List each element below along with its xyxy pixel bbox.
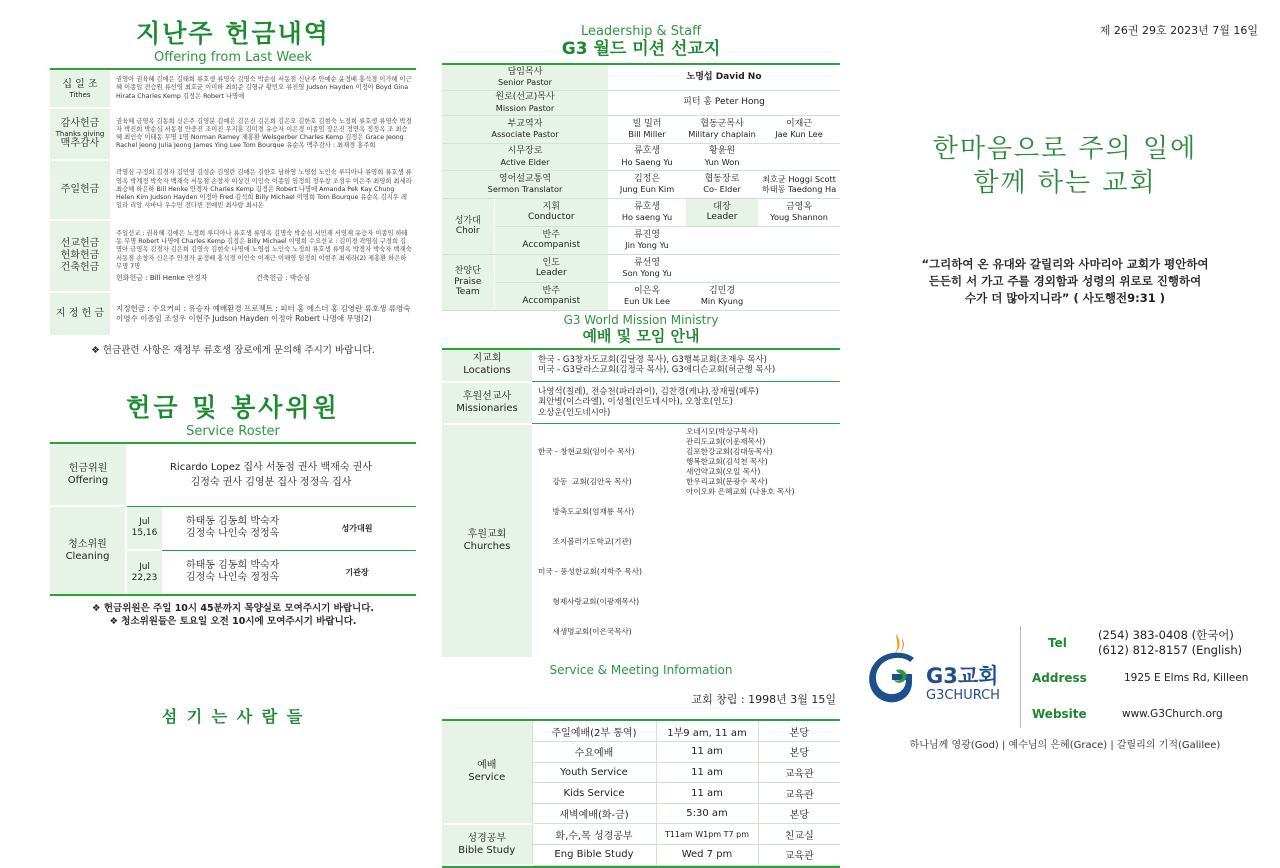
- person-name: 금영옥: [785, 201, 813, 212]
- person-name-en: Military chaplain: [688, 129, 756, 139]
- table-row: [442, 254, 840, 282]
- service-heading: Service & Meeting Information: [549, 663, 733, 677]
- tel-label: Tel: [1048, 636, 1067, 650]
- website-link[interactable]: www.G3Church.org: [1122, 708, 1223, 720]
- table-row: [50, 444, 416, 506]
- row-names: 곽영심 구정희 김경자 김민영 김성순 김영란 김애은 김한호 남하영 노영섭 노인숙 루디아나 류영희 류호생 류영옥 박계정 박숙자 백재숙 서동점 손창자 이상건 이인숙 이종임 임정희 정우창 조성우 이은주 최영희 최세라 최승혜 하은하 Bill Henke 안경자 Charles Kemp 김정은 Robert 나명애 Amanda Pek Kay Chung Helen Kim Judson Hayden 이정아 Fred 김석희 Billy Michael 이명희 Tom Bourque 유순옥 김지우 레일라 리앙 샤바나 우수민 전다빈 전예빈 최사랑 최시온: [110, 160, 416, 220]
- row-label: 지 정 헌 금: [50, 292, 110, 336]
- service-place: 본당: [758, 803, 840, 824]
- accompanist-role-en: Accompanist: [522, 240, 581, 250]
- locations-label-en: Locations: [463, 365, 511, 376]
- churches-right-list: [686, 427, 795, 657]
- offering-subtitle: Offering from Last Week: [154, 50, 312, 65]
- person-name-en: Min Kyung: [700, 296, 744, 306]
- table-row: [442, 424, 840, 659]
- assoc-pastor-role: 부교역자: [507, 118, 543, 129]
- row-label-2: 맥추감사: [60, 138, 100, 149]
- list-item: 형제사랑교회(이광재목사): [538, 597, 640, 606]
- table-row: [442, 824, 840, 845]
- cleaning-names-2: 김정숙 나인숙 정정옥: [186, 572, 280, 584]
- table-row: [50, 506, 416, 550]
- person-name-en: Bill Miller: [628, 129, 666, 139]
- verse-line-1: “그리하여 온 유대와 갈릴리와 사마리아 교회가 평안하여: [921, 257, 1209, 271]
- service-table: [442, 721, 840, 866]
- elder-role: 시무장로: [507, 146, 543, 156]
- locations-line-1: 한국 - G3창자도교회(김달경 목사), G3행복교회(조재우 목사): [538, 354, 767, 365]
- person-name: 류진영: [633, 229, 661, 240]
- row-names: 권육혜 금영옥 김동희 신은주 김영분 김예은 김은진 김은희 김은오 김한호 김현숙 노정희 류호생 류영숙 박경자 박진희 박순심 서동점 안중진 조미진 우지훈 김미경 유승자 이은경 이종임 장은진 정연옥 정정옥 조 최승혜 최인숙 이태동 무명 1명 Norman Ramey 제홍환 Welsgerber Charles Kemp 김정은 Grace Jeong Rachel Jeong Julia Jeong James Ying Lee Tom Bourque 유순옥 맥추감사 : 최재경 홍주희: [110, 108, 416, 160]
- list-item: 방축도교회(엄재룡 목사): [538, 507, 635, 516]
- person-name-en: Eun Uk Lee: [624, 296, 670, 306]
- person-name-en: Jae Kun Lee: [775, 129, 823, 139]
- logo-divider: [1020, 626, 1021, 728]
- issue-info: 제 26권 29호 2023년 7월 16일: [1099, 24, 1258, 37]
- table-row: [442, 115, 840, 143]
- roster-note-2: ❖ 청소위원들은 토요일 오전 10시에 모여주시기 바랍니다.: [109, 616, 357, 627]
- leadership-table: [442, 65, 840, 311]
- cleaning-month: Jul: [139, 561, 150, 572]
- list-item: 조지볼러기도학교(기관): [538, 537, 632, 546]
- service-name: Eng Bible Study: [532, 845, 656, 866]
- service-name: Youth Service: [532, 762, 656, 783]
- locations-label: 지교회: [472, 353, 502, 364]
- service-place: 교육관: [758, 762, 840, 783]
- list-item: 오네시모(박상구목사): [686, 427, 758, 436]
- person-name-en: Ho Saeng Yu: [621, 156, 673, 167]
- person-name: 류호생: [633, 146, 661, 156]
- assoc-pastor-role-en: Associate Pastor: [491, 129, 559, 139]
- choir-leader-role-en: Leader: [706, 212, 738, 222]
- list-item: 새언약교회(오일 목사): [686, 467, 761, 476]
- table-row: [442, 170, 840, 198]
- conductor-role-en: Conductor: [527, 212, 575, 222]
- list-item: 관리도교회(이운재목사): [686, 437, 766, 446]
- roster-table: [50, 444, 416, 594]
- motto-line-1: 한마음으로 주의 일에: [932, 134, 1198, 164]
- row-names: 지정헌금 : 수요커피 : 유승자 예배환경 프로젝트 : 피터 홍 에스더 홍 김영란 류호생 류영숙 이영수 이종임 조성우 이현주 Judson Hayden 이정아 Robert 나명애 무명(2): [110, 292, 416, 336]
- row-label-en: Tithes: [69, 90, 91, 99]
- translator-role: 영어설교통역: [498, 173, 552, 184]
- person-name-en: Jin Yong Yu: [625, 240, 669, 250]
- cleaning-label-en: Cleaning: [65, 550, 110, 562]
- logo-korean-name: G3교회: [926, 664, 999, 688]
- building-offering: 건축헌금 : 박순심: [256, 273, 311, 282]
- list-item: 김포한강교회(김대동목사): [686, 447, 773, 456]
- service-name: 주일예배(2부 통역): [532, 721, 656, 742]
- table-row: [50, 292, 416, 336]
- roster-bottom-rule: [50, 594, 416, 596]
- person-name: 빌 밀러: [632, 118, 662, 129]
- row-label: 선교헌금: [60, 238, 100, 249]
- roster-note-1: ❖ 헌금위원은 주일 10시 45분까지 목양실로 모여주시기 바랍니다.: [92, 603, 374, 614]
- offering-committee-label-en: Offering: [67, 474, 109, 486]
- service-time: Wed 7 pm: [656, 845, 758, 866]
- person-name: 류호생: [633, 201, 661, 212]
- table-row: [50, 70, 416, 108]
- churches-label: 후원교회: [467, 528, 507, 540]
- bible-study-label: 성경공부: [467, 832, 507, 844]
- locations-line-2: 미국 - G3달라스교회(김정국 목사), G3애디슨교회(허군행 목사): [538, 365, 776, 376]
- mission-pastor-name: 피터 홍 Peter Hong: [608, 90, 840, 115]
- list-item: 아이오와 은혜교회 (나용호 목사): [686, 487, 795, 496]
- praise-leader-role: 인도: [542, 257, 560, 268]
- person-name: 최호균 Hoggi Scott: [762, 173, 836, 184]
- service-place: 친교실: [758, 824, 840, 845]
- table-row: [50, 160, 416, 220]
- verse-line-2: 든든히 서 가고 주를 경외함과 성령의 위로로 진행하여: [928, 274, 1202, 288]
- offering-committee-line1: Ricardo Lopez 집사 서동점 권사 백재숙 권사: [169, 461, 372, 473]
- list-item: 한국 - 창현교회(임이수 목사): [538, 447, 635, 456]
- person-name: 김정은: [633, 173, 661, 184]
- cleaning-names-1: 하태동 김동희 박숙자: [186, 516, 280, 527]
- leadership-heading: Leadership & Staff: [580, 24, 702, 39]
- row-label: 십 일 조: [62, 78, 98, 90]
- service-time: 5:30 am: [656, 803, 758, 824]
- person-name: 이은옥: [633, 285, 661, 296]
- service-time: 11 am: [656, 762, 758, 783]
- church-motto: [860, 132, 1270, 200]
- service-place: 본당: [758, 742, 840, 763]
- list-item: 강동 교회(김안옥 목사): [538, 477, 632, 486]
- table-row: [442, 143, 840, 170]
- service-label: 예배: [477, 759, 497, 771]
- table-row: [442, 198, 840, 226]
- table-row: [50, 108, 416, 160]
- elder-role-en: Active Elder: [500, 156, 550, 167]
- person-name: 김민경: [708, 285, 736, 296]
- mission-pastor-role: 원로(선교)목사: [495, 92, 555, 102]
- service-name: 새벽예배(화-금): [532, 803, 656, 824]
- choir-leader-role: 대장: [713, 201, 731, 212]
- service-place: 교육관: [758, 845, 840, 866]
- missionaries-label-en: Missionaries: [456, 402, 518, 414]
- praise-group-en-2: Team: [455, 287, 480, 298]
- row-label-3: 건축헌금: [60, 262, 100, 273]
- choir-group-en: Choir: [455, 226, 480, 236]
- row-label: 감사헌금: [60, 118, 100, 129]
- row-names: 주일선교 : 권육혜 김애은 노정희 루디아나 류호생 류영옥 김명숙 박순심 서민재 서영재 유승자 이종임 하태동 무명 Robert 나명애 Charles Kemp 김정은 Billy Michael 이명희 수요선교 : 김미경 곽영심 구정희 김명아 금영옥 김경자 김은희 김영숙 김현숙 나명애 노영섭 노인숙 노정희 류호생 류영옥 박경자 박숙자 백재숙 서동점 손창자 신은주 안경자 윤정배 홍석경 이인숙 이재근 이해영 임정희 이현주 최세라(2) 제홍환 하은하 무명 7명: [116, 229, 412, 270]
- tel-english[interactable]: (612) 812-8157 (English): [1098, 643, 1243, 657]
- choir-group: 성가대: [454, 215, 481, 226]
- person-name: 류선영: [633, 257, 661, 268]
- cleaning-group: 기관장: [345, 567, 369, 577]
- table-row: [442, 350, 840, 382]
- senior-pastor-name: 노명섭 David No: [608, 65, 840, 90]
- service-name: 화,수,목 성경공부: [532, 824, 656, 845]
- table-row: [442, 282, 840, 310]
- praise-group: 찬양단: [454, 266, 481, 277]
- service-name: 수요예배: [532, 742, 656, 763]
- offering-note: ❖ 헌금관련 사항은 재정부 류호생 장로에게 문의해 주시기 바랍니다.: [91, 345, 375, 356]
- missionaries-line-1: 나영석(칠레), 전승천(파라과이), 김찬경(케냐),장재필(페루): [538, 386, 759, 397]
- senior-pastor-role-en: Senior Pastor: [497, 77, 553, 88]
- service-label-en: Service: [468, 771, 506, 783]
- praise-leader-role-en: Leader: [535, 268, 567, 278]
- accompanist-role: 반주: [542, 285, 560, 296]
- cleaning-names-1: 하태동 김동희 박숙자: [186, 560, 280, 572]
- roster-title: 헌금 및 봉사위원: [126, 393, 340, 422]
- offering-title: 지난주 헌금내역: [136, 19, 330, 48]
- person-name-en: Yun Won: [704, 156, 740, 167]
- row-label: 주일헌금: [50, 160, 110, 220]
- website-label: Website: [1032, 707, 1087, 721]
- cleaning-names-2: 김정숙 나인숙 정정옥: [186, 528, 280, 539]
- table-row: [442, 90, 840, 115]
- address-value: 1925 E Elms Rd, Killeen: [1124, 672, 1249, 684]
- table-row: [442, 226, 840, 254]
- person-name: 이재근: [785, 118, 813, 129]
- address-label: Address: [1032, 671, 1087, 685]
- offering-table: [50, 70, 416, 337]
- service-time: T11am W1pm T7 pm: [656, 824, 758, 845]
- leadership-title: G3 월드 미션 선교지: [561, 39, 721, 59]
- cleaning-days: 22,23: [131, 572, 158, 583]
- service-place: 교육관: [758, 783, 840, 804]
- cleaning-days: 15,16: [131, 527, 158, 538]
- table-row: [50, 220, 416, 292]
- verse-line-3: 수가 더 많아지니라” ( 사도행전9:31 ): [965, 291, 1165, 305]
- service-place: 본당: [758, 721, 840, 742]
- list-item: 새생명교회(이은국목사): [538, 627, 632, 636]
- person-name-en: Ho saeng Yu: [621, 212, 673, 222]
- person-name: 협동장로: [704, 173, 740, 184]
- row-names: 권영아 권육혜 김애은 김태희 류호생 류영숙 김명숙 박순심 서동점 신난주 안예순 윤정배 홍석경 이가혜 이근혜 이종임 전승원 류선영 최호균 이미하 최희준 김형규 황민오 류진영 Judson Hayden 이정아 Boyd Gina Hirata Charles Kemp 김정은 Robert 나명애: [110, 70, 416, 108]
- ministry-column: [442, 0, 840, 868]
- service-time: 11 am: [656, 742, 758, 763]
- row-label-2: 헌화헌금: [60, 250, 100, 261]
- senior-pastor-role: 담임목사: [507, 66, 543, 77]
- person-name-en: Son Yong Yu: [622, 268, 672, 278]
- bible-study-label-en: Bible Study: [458, 844, 516, 856]
- contact-info: [1032, 626, 1260, 732]
- table-row: [442, 65, 840, 90]
- tel-korean[interactable]: (254) 383-0408 (한국어): [1098, 628, 1234, 642]
- list-item: 한우리교회(문광수 목사): [686, 477, 768, 486]
- person-name-en: 하태동 Taedong Ha: [761, 184, 837, 194]
- list-item: 미국 - 풍성한교회(지학주 목사): [538, 567, 642, 576]
- offering-column: [50, 0, 416, 727]
- offering-committee-label: 헌금위원: [68, 462, 108, 474]
- servants-title: 섬 기 는 사 람 들: [161, 707, 305, 726]
- churches-label-en: Churches: [463, 540, 511, 552]
- church-logo: [866, 624, 1022, 716]
- person-name: 협동군목사: [700, 118, 744, 129]
- cleaning-group: 성가대원: [298, 506, 416, 550]
- translator-role-en: Sermon Translator: [487, 184, 563, 194]
- roster-subtitle: Service Roster: [186, 424, 280, 439]
- accompanist-role-en: Accompanist: [522, 296, 581, 306]
- praise-group-en: Praise: [454, 276, 482, 287]
- missionaries-line-3: 오상운(인도네시아): [538, 407, 611, 418]
- person-name: 황윤원: [708, 146, 736, 156]
- bible-verse: [860, 256, 1270, 307]
- mission-pastor-role-en: Mission Pastor: [495, 102, 555, 113]
- cover-column: [860, 0, 1270, 751]
- church-tagline: 하나님께 영광(God) | 예수님의 은혜(Grace) | 갈릴리의 기적(Galilee): [909, 740, 1221, 751]
- conductor-role: 지휘: [542, 201, 560, 212]
- missionaries-line-2: 최안병(이스라엘), 이성철(인도네시아), 오창호(인도): [538, 397, 733, 408]
- g3-logo-icon: [866, 628, 920, 708]
- person-name-en: Co- Elder: [703, 184, 741, 194]
- cleaning-month: Jul: [139, 516, 150, 527]
- table-row: [442, 721, 840, 742]
- worship-heading: G3 World Mission Ministry: [563, 312, 719, 327]
- locations-table: [442, 350, 840, 660]
- churches-left-list: [538, 427, 686, 657]
- flower-offering: 헌화헌금 : Bill Henke 안경자: [116, 273, 208, 282]
- accompanist-role: 반주: [542, 229, 560, 240]
- service-time: 11 am: [656, 783, 758, 804]
- worship-title: 예배 및 모임 안내: [582, 326, 700, 345]
- person-name-en: Jung Eun Kim: [619, 184, 675, 194]
- cleaning-label: 청소위원: [68, 538, 107, 550]
- service-name: Kids Service: [532, 783, 656, 804]
- motto-line-2: 함께 하는 교회: [973, 168, 1157, 198]
- logo-english-name: G3CHURCH: [926, 688, 1000, 703]
- offering-committee-line2: 김정숙 권사 김영분 집사 정정옥 집사: [190, 476, 352, 488]
- list-item: 행복한교회(김석천 목사): [686, 457, 768, 466]
- table-row: [442, 382, 840, 424]
- missionaries-label: 후원선교사: [462, 390, 512, 402]
- service-time: 1부9 am, 11 am: [656, 721, 758, 742]
- church-founded: 교회 창립 : 1998년 3월 15일: [691, 693, 836, 706]
- row-label-en: Thanks giving: [55, 130, 105, 138]
- person-name-en: Youg Shannon: [770, 212, 828, 222]
